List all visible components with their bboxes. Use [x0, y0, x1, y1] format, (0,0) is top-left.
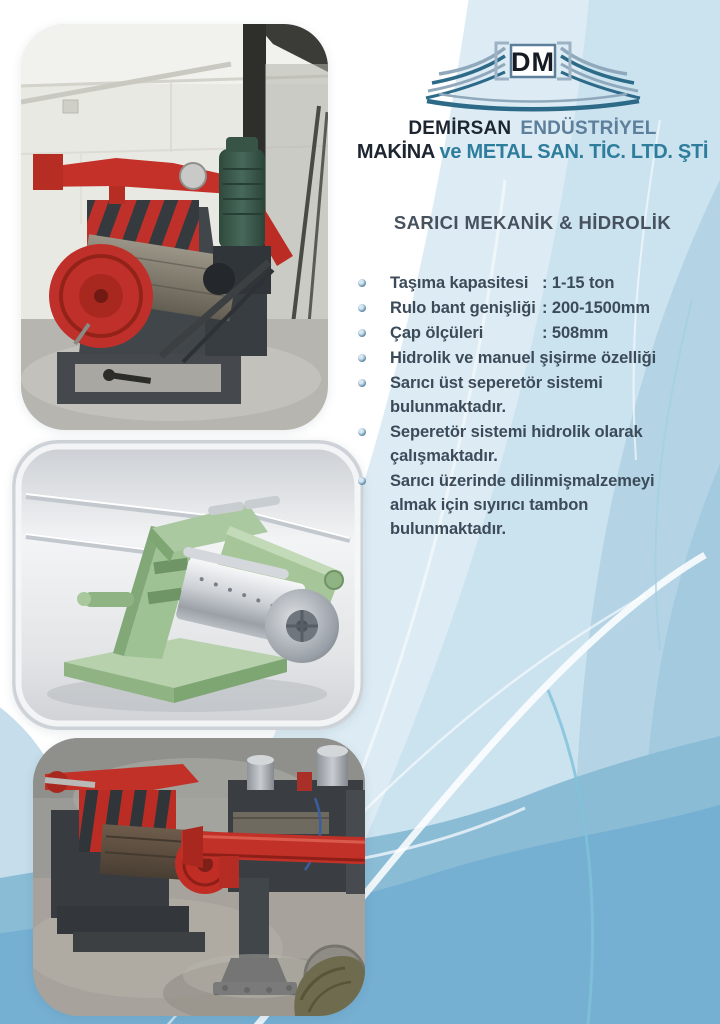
info-column: [345, 0, 720, 542]
company-name-makina: MAKİNA: [356, 141, 435, 163]
spec-item-expansion: [358, 346, 720, 370]
spec-value: : 508mm: [542, 324, 609, 342]
feature-text: Sarıcı üzerinde dilinmişmalzemeyi almak için sıyırıcı tambon bulunmaktadır.: [390, 472, 655, 538]
spec-item-separator-hydraulic: [358, 420, 720, 468]
photo-3d-render-winder: [12, 440, 364, 730]
spec-label: Rulo bant genişliği: [390, 299, 536, 317]
spec-item-separator: [358, 371, 720, 419]
spec-item-capacity: [358, 271, 720, 295]
page-title: SARICI MEKANİK & HİDROLİK: [393, 212, 672, 233]
bullet-icon: [358, 279, 366, 287]
bullet-icon: [358, 379, 366, 387]
spec-item-diameter: [358, 321, 720, 345]
company-name-demirsan: DEMİRSAN: [408, 118, 512, 139]
company-name-endustriyel: ENDÜSTRİYEL: [520, 118, 657, 139]
company-name-metal: METAL SAN. TİC. LTD. ŞTİ: [466, 141, 709, 163]
bullet-icon: [358, 428, 366, 436]
logo-mark-icon: [419, 40, 647, 116]
spec-list: [345, 271, 720, 541]
feature-text: Hidrolik ve manuel şişirme özelliği: [390, 349, 657, 367]
bullet-icon: [358, 477, 366, 485]
bullet-icon: [358, 329, 366, 337]
feature-text: Seperetör sistemi hidrolik olarak çalışmaktadır.: [390, 423, 643, 465]
logo-monogram: DM: [510, 47, 555, 77]
spec-label: Taşıma kapasitesi: [390, 274, 529, 292]
bullet-icon: [358, 354, 366, 362]
spec-value: : 1-15 ton: [542, 274, 615, 292]
photo-decoiler-with-boom: [33, 738, 365, 1016]
photo-decoiler-workshop: [21, 24, 328, 430]
bullet-icon: [358, 304, 366, 312]
spec-label: Çap ölçüleri: [390, 324, 484, 342]
company-name-line2: [345, 141, 720, 164]
company-name-line1: [345, 118, 720, 140]
spec-item-stripper-drum: [358, 469, 720, 541]
company-logo: [345, 40, 720, 164]
company-name-ve: ve: [439, 141, 462, 163]
spec-value: : 200-1500mm: [542, 299, 650, 317]
feature-text: Sarıcı üst seperetör sistemi bulunmaktadır.: [390, 374, 603, 416]
spec-item-band-width: [358, 296, 720, 320]
